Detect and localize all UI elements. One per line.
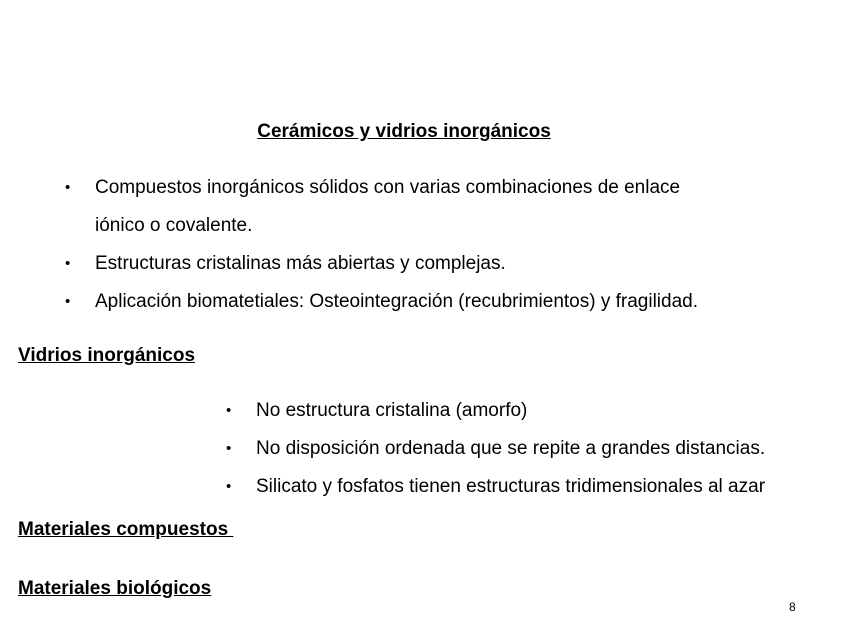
bullet-text: Estructuras cristalinas más abiertas y complejas. — [95, 253, 506, 274]
bullet-dot-icon: • — [226, 478, 232, 495]
bullet-item — [64, 245, 834, 283]
vidrios-bullet-list — [225, 392, 845, 506]
bullet-item — [64, 169, 715, 245]
bullet-text: No estructura cristalina (amorfo) — [256, 400, 528, 421]
page-number: 8 — [789, 600, 796, 614]
bullet-dot-icon: • — [65, 293, 71, 310]
bullet-item — [225, 468, 845, 506]
bullet-dot-icon: • — [226, 440, 232, 457]
bullet-text: Silicato y fosfatos tienen estructuras tridimensionales al azar — [256, 476, 766, 497]
bullet-item — [225, 392, 845, 430]
bullet-text: No disposición ordenada que se repite a grandes distancias. — [256, 438, 766, 459]
bullet-dot-icon: • — [65, 255, 71, 272]
section-heading-vidrios: Vidrios inorgánicos — [18, 345, 196, 366]
slide-title: Cerámicos y vidrios inorgánicos — [257, 121, 551, 142]
section-heading-biologicos: Materiales biológicos — [18, 578, 212, 599]
bullet-dot-icon: • — [65, 179, 71, 196]
bullet-item — [64, 283, 834, 321]
bullet-text: Aplicación biomatetiales: Osteointegración (recubrimientos) y fragilidad. — [95, 291, 699, 312]
intro-bullet-list — [64, 169, 834, 321]
bullet-dot-icon: • — [226, 402, 232, 419]
bullet-text: Compuestos inorgánicos sólidos con varias combinaciones de enlace iónico o covalente. — [95, 177, 681, 236]
section-heading-compuestos: Materiales compuestos — [18, 519, 234, 540]
bullet-item — [225, 430, 845, 468]
